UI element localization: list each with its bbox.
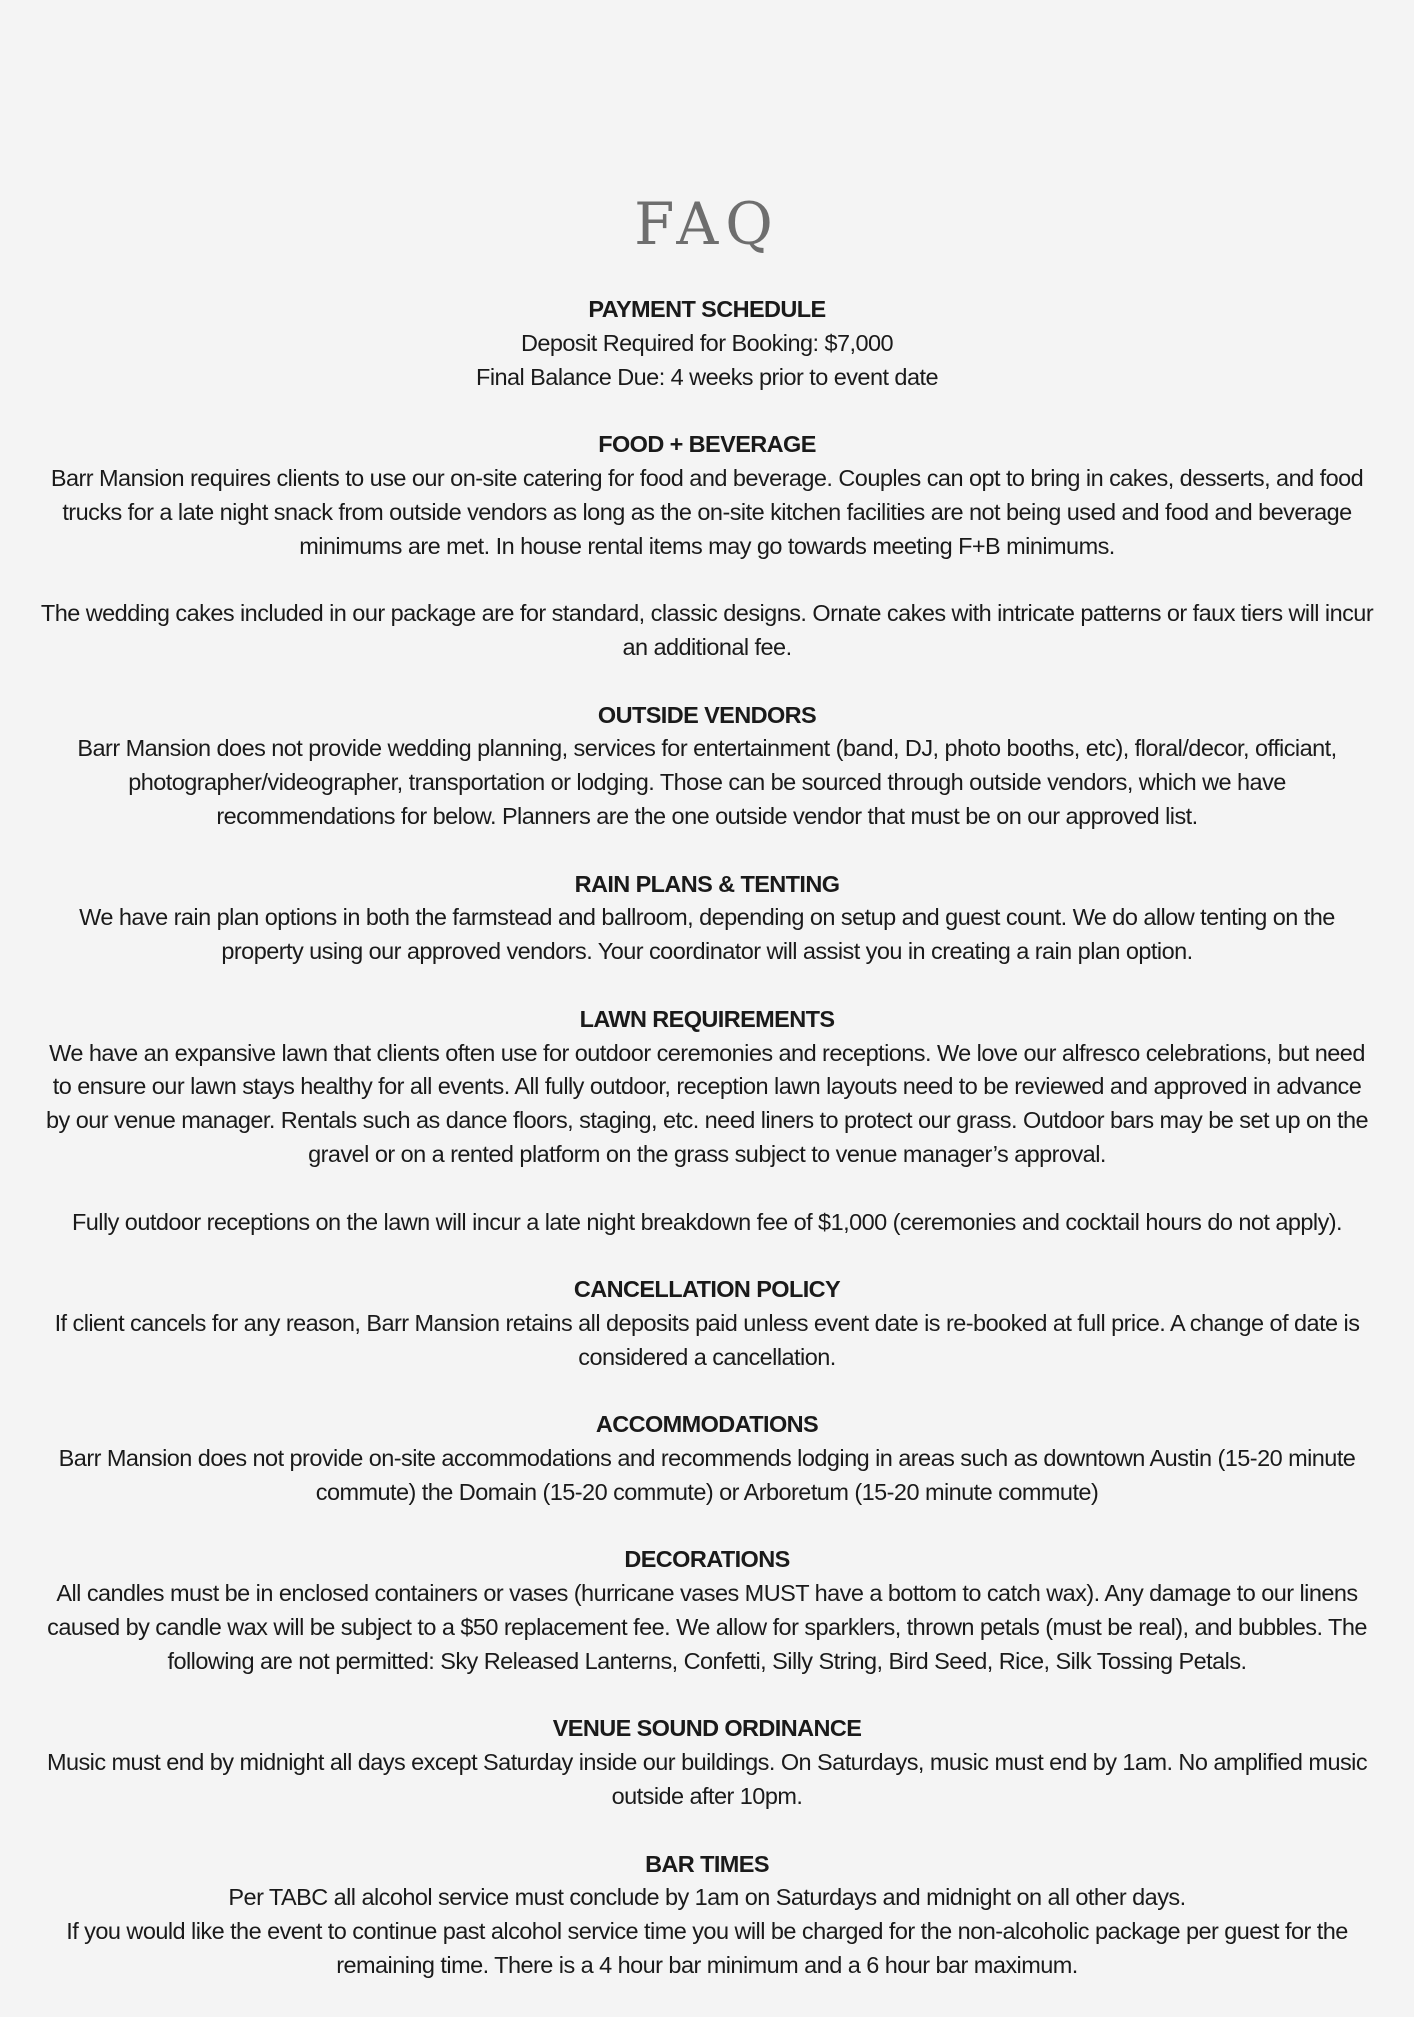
section-paragraph: Barr Mansion does not provide on-site accommodations and recommends lodging in areas such as downtown Austin (15-20 minute commute) the Domain (15-20 commute) or Arboretum (15-20 minute commute)	[58, 1445, 1356, 1505]
section-heading: OUTSIDE VENDORS	[597, 701, 817, 728]
section-rain-plans	[40, 868, 1374, 969]
section-paragraph: We have rain plan options in both the farmstead and ballroom, depending on setup and guest count. We do allow tenting on the property using our approved vendors. Your coordinator will assist you in creating a rain plan option.	[79, 904, 1335, 965]
section-heading: VENUE SOUND ORDINANCE	[552, 1715, 862, 1742]
section-heading: DECORATIONS	[624, 1546, 790, 1573]
section-heading: LAWN REQUIREMENTS	[579, 1005, 835, 1032]
section-paragraph: Music must end by midnight all days except Saturday inside our buildings. On Saturdays, music must end by 1am. No amplified music outside after 10pm.	[46, 1749, 1368, 1810]
final-balance-line: Final Balance Due: 4 weeks prior to event date	[476, 363, 938, 390]
faq-content	[40, 293, 1374, 2017]
section-lawn-requirements	[40, 1003, 1374, 1240]
section-paragraph: We have an expansive lawn that clients often use for outdoor ceremonies and receptions. We love our alfresco celebrations, but need to ensure our lawn stays healthy for all events. All fully outdoor, reception lawn layouts need to be reviewed and approved in advance by our venue manager. Rentals such as dance floors, staging, etc. need liners to protect our grass. Outdoor bars may be set up on the gravel or on a rented platform on the grass subject to venue manager’s approval.	[46, 1039, 1368, 1167]
section-outside-vendors	[40, 699, 1374, 834]
page-title: FAQ	[634, 190, 780, 258]
section-heading: PAYMENT SCHEDULE	[588, 296, 826, 322]
section-heading: ACCOMMODATIONS	[595, 1411, 819, 1438]
section-paragraph: The wedding cakes included in our package are for standard, classic designs. Ornate cakes with intricate patterns or faux tiers will incur an additional fee.	[40, 600, 1374, 660]
section-venue-sound-ordinance	[40, 1712, 1374, 1813]
deposit-line: Deposit Required for Booking: $7,000	[520, 329, 894, 356]
section-cancellation-policy	[40, 1273, 1374, 1374]
section-paragraph: Barr Mansion does not provide wedding planning, services for entertainment (band, DJ, photo booths, etc), floral/decor, officiant, photographer/videographer, transportation or lodging. Those can be sourced through outside vendors, which we have recommendations for below. Planners are the one outside vendor that must be on our approved list.	[77, 735, 1337, 829]
section-payment-schedule	[40, 293, 1374, 394]
section-bar-times	[40, 1848, 1374, 1983]
tabc-line: Per TABC all alcohol service must conclude by 1am on Saturdays and midnight on all other days.	[228, 1884, 1186, 1911]
section-heading: FOOD + BEVERAGE	[598, 431, 816, 458]
section-paragraph: All candles must be in enclosed containers or vases (hurricane vases MUST have a bottom to catch wax). Any damage to our linens caused by candle wax will be subject to a $50 replacement fee. We allow for sparklers, thrown petals (must be real), and bubbles. The following are not permitted: Sky Released Lanterns, Confetti, Silly String, Bird Seed, Rice, Silk Tossing Petals.	[47, 1580, 1367, 1674]
section-decorations	[40, 1543, 1374, 1678]
section-paragraph: Fully outdoor receptions on the lawn will incur a late night breakdown fee of $1,000 (ceremonies and cocktail hours do not apply).	[71, 1208, 1343, 1235]
section-paragraph: If you would like the event to continue past alcohol service time you will be charged for the non-alcoholic package per guest for the remaining time. There is a 4 hour bar minimum and a 6 hour bar maximum.	[66, 1918, 1348, 1979]
section-paragraph: If client cancels for any reason, Barr Mansion retains all deposits paid unless event date is re-booked at full price. A change of date is considered a cancellation.	[54, 1309, 1360, 1370]
section-heading: BAR TIMES	[645, 1850, 769, 1877]
section-food-beverage	[40, 428, 1374, 665]
section-heading: CANCELLATION POLICY	[573, 1276, 841, 1303]
section-paragraph: Barr Mansion requires clients to use our on-site catering for food and beverage. Couples can opt to bring in cakes, desserts, and food trucks for a late night snack from outside vendors as long as the on-site kitchen facilities are not being used and food and beverage minimums are met. In house rental items may go towards meeting F+B minimums.	[50, 464, 1364, 559]
section-accommodations	[40, 1408, 1374, 1509]
section-heading: RAIN PLANS & TENTING	[574, 870, 840, 897]
